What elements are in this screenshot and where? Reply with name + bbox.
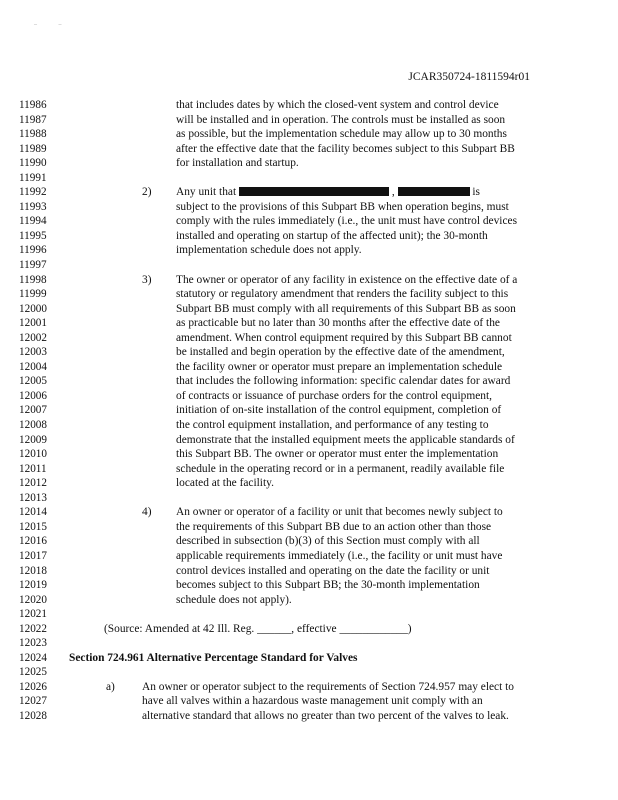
line-text: have all valves within a hazardous waste management unit comply with an: [142, 695, 483, 708]
line-12024: [0, 651, 618, 666]
line-11997: [0, 258, 618, 273]
line-number: 12027: [19, 695, 47, 708]
line-number: 12028: [19, 709, 47, 722]
line-11990: [0, 156, 618, 171]
line-number: 11991: [19, 171, 47, 184]
line-text: the facility owner or operator must prepare an implementation schedule: [176, 360, 503, 373]
line-number: 12024: [19, 651, 47, 664]
line-12012: [0, 476, 618, 491]
line-text: this Subpart BB. The owner or operator must enter the implementation: [176, 448, 499, 461]
item-label: 4): [142, 506, 152, 519]
line-number: 11997: [19, 259, 47, 272]
line-text: demonstrate that the installed equipment meets the applicable standards of: [176, 433, 515, 446]
line-text: The owner or operator of any facility in existence on the effective date of a: [176, 273, 518, 286]
line-12014: [0, 505, 618, 520]
line-12015: [0, 520, 618, 535]
line-text: as practicable but no later than 30 months after the effective date of the: [176, 317, 500, 330]
line-number: 11995: [19, 229, 47, 242]
line-number: 12010: [19, 448, 47, 461]
line-12008: [0, 418, 618, 433]
redaction-bar: [398, 187, 470, 196]
line-text: schedule does not apply).: [176, 593, 292, 606]
line-12000: [0, 302, 618, 317]
line-12021: [0, 607, 618, 622]
line-12005: [0, 374, 618, 389]
line-text: amendment. When control equipment required by this Subpart BB cannot: [176, 331, 512, 344]
line-text: becomes subject to this Subpart BB; the 30-month implementation: [176, 579, 480, 592]
line-12004: [0, 360, 618, 375]
line-number: 12012: [19, 477, 47, 490]
line-number: 12015: [19, 520, 47, 533]
line-text: control devices installed and operating on the date the facility or unit: [176, 564, 490, 577]
line-text: applicable requirements immediately (i.e., the facility or unit must have: [176, 549, 503, 562]
line-number: 12007: [19, 404, 47, 417]
line-11986: [0, 98, 618, 113]
line-text: the requirements of this Subpart BB due to an action other than those: [176, 520, 492, 533]
line-number: 12000: [19, 302, 47, 315]
line-11988: [0, 127, 618, 142]
line-11999: [0, 287, 618, 302]
line-number: 12001: [19, 317, 47, 330]
line-text: after the effective date that the facility becomes subject to this Subpart BB: [176, 142, 515, 155]
line-text: of contracts or issuance of purchase orders for the control equipment,: [176, 389, 492, 402]
line-text: initiation of on-site installation of the control equipment, completion of: [176, 404, 502, 417]
scan-marks: ‒ –: [34, 22, 72, 28]
line-number: 12020: [19, 593, 47, 606]
line-text: as possible, but the implementation schedule may allow up to 30 months: [176, 128, 507, 141]
line-text: schedule in the operating record or in a permanent, readily available file: [176, 462, 505, 475]
line-text: comply with the rules immediately (i.e., the unit must have control devices: [176, 215, 518, 228]
item-label: a): [106, 680, 115, 693]
line-number: 12013: [19, 491, 47, 504]
line-text: located at the facility.: [176, 477, 274, 490]
redaction-bar: [239, 187, 389, 196]
line-number: 11989: [19, 142, 47, 155]
line-number: 11999: [19, 288, 47, 301]
line-11991: [0, 171, 618, 186]
line-number: 11988: [19, 128, 47, 141]
line-text-end: is: [469, 186, 480, 199]
line-text: will be installed and in operation. The controls must be installed as soon: [176, 113, 506, 126]
line-text: alternative standard that allows no greater than two percent of the valves to leak.: [142, 709, 509, 722]
line-12010: [0, 447, 618, 462]
line-number: 12009: [19, 433, 47, 446]
line-number: 11987: [19, 113, 47, 126]
line-number: 12025: [19, 666, 47, 679]
line-text: installed and operating on startup of the affected unit); the 30-month: [176, 229, 488, 242]
line-number: 11996: [19, 244, 47, 257]
line-list: [0, 98, 618, 724]
line-11998: [0, 273, 618, 288]
line-text: be installed and begin operation by the effective date of the amendment,: [176, 346, 505, 359]
line-number: 12026: [19, 680, 47, 693]
line-number: 12017: [19, 549, 47, 562]
item-label: 3): [142, 273, 152, 286]
line-12007: [0, 403, 618, 418]
item-label: 2): [142, 186, 152, 199]
line-text: [176, 185, 480, 200]
line-11994: [0, 214, 618, 229]
line-12022: [0, 622, 618, 637]
line-12025: [0, 665, 618, 680]
line-number: 12005: [19, 375, 47, 388]
line-text: that includes dates by which the closed-vent system and control device: [176, 99, 499, 111]
line-12027: [0, 694, 618, 709]
line-12001: [0, 316, 618, 331]
line-number: 12023: [19, 637, 47, 650]
line-12009: [0, 433, 618, 448]
line-text: An owner or operator of a facility or unit that becomes newly subject to: [176, 506, 503, 519]
line-number: 12021: [19, 608, 47, 621]
line-number: 12008: [19, 419, 47, 432]
line-number: 11998: [19, 273, 47, 286]
line-text: implementation schedule does not apply.: [176, 244, 362, 257]
line-text: the control equipment installation, and performance of any testing to: [176, 419, 489, 432]
line-11992: [0, 185, 618, 200]
line-12023: [0, 636, 618, 651]
line-12017: [0, 549, 618, 564]
line-11996: [0, 243, 618, 258]
line-number: 12006: [19, 389, 47, 402]
line-text: for installation and startup.: [176, 157, 299, 170]
line-text: that includes the following information: specific calendar dates for award: [176, 375, 511, 388]
line-12011: [0, 462, 618, 477]
line-12003: [0, 345, 618, 360]
line-11989: [0, 142, 618, 157]
line-number: 12019: [19, 579, 47, 592]
line-11993: [0, 200, 618, 215]
section-heading: Section 724.961 Alternative Percentage Standard for Valves: [69, 651, 358, 664]
line-12013: [0, 491, 618, 506]
line-12016: [0, 534, 618, 549]
line-12026: [0, 680, 618, 695]
line-12002: [0, 331, 618, 346]
line-number: 11994: [19, 215, 47, 228]
line-number: 12016: [19, 535, 47, 548]
line-number: 12022: [19, 622, 47, 635]
line-text-mid: ,: [388, 186, 398, 199]
line-12028: [0, 709, 618, 724]
source-note: (Source: Amended at 42 Ill. Reg. ______, effective ____________): [104, 622, 412, 635]
line-number: 12011: [19, 462, 47, 475]
line-text: statutory or regulatory amendment that renders the facility subject to this: [176, 288, 509, 301]
line-text: An owner or operator subject to the requirements of Section 724.957 may elect to: [142, 680, 514, 693]
line-12006: [0, 389, 618, 404]
line-number: 11990: [19, 157, 47, 170]
document-id: JCAR350724-1811594r01: [408, 71, 530, 83]
line-12020: [0, 593, 618, 608]
line-11995: [0, 229, 618, 244]
line-number: 12004: [19, 360, 47, 373]
line-number: 12014: [19, 506, 47, 519]
line-text: described in subsection (b)(3) of this Section must comply with all: [176, 535, 480, 548]
line-number: 12003: [19, 346, 47, 359]
line-number: 12002: [19, 331, 47, 344]
line-12019: [0, 578, 618, 593]
line-number: 11992: [19, 186, 47, 199]
line-text-start: Any unit that: [176, 186, 239, 199]
line-number: 11993: [19, 200, 47, 213]
line-number: 11986: [19, 99, 47, 111]
line-11987: [0, 113, 618, 128]
line-12018: [0, 564, 618, 579]
line-text: Subpart BB must comply with all requirements of this Subpart BB as soon: [176, 302, 516, 315]
line-text: subject to the provisions of this Subpart BB when operation begins, must: [176, 200, 509, 213]
line-number: 12018: [19, 564, 47, 577]
